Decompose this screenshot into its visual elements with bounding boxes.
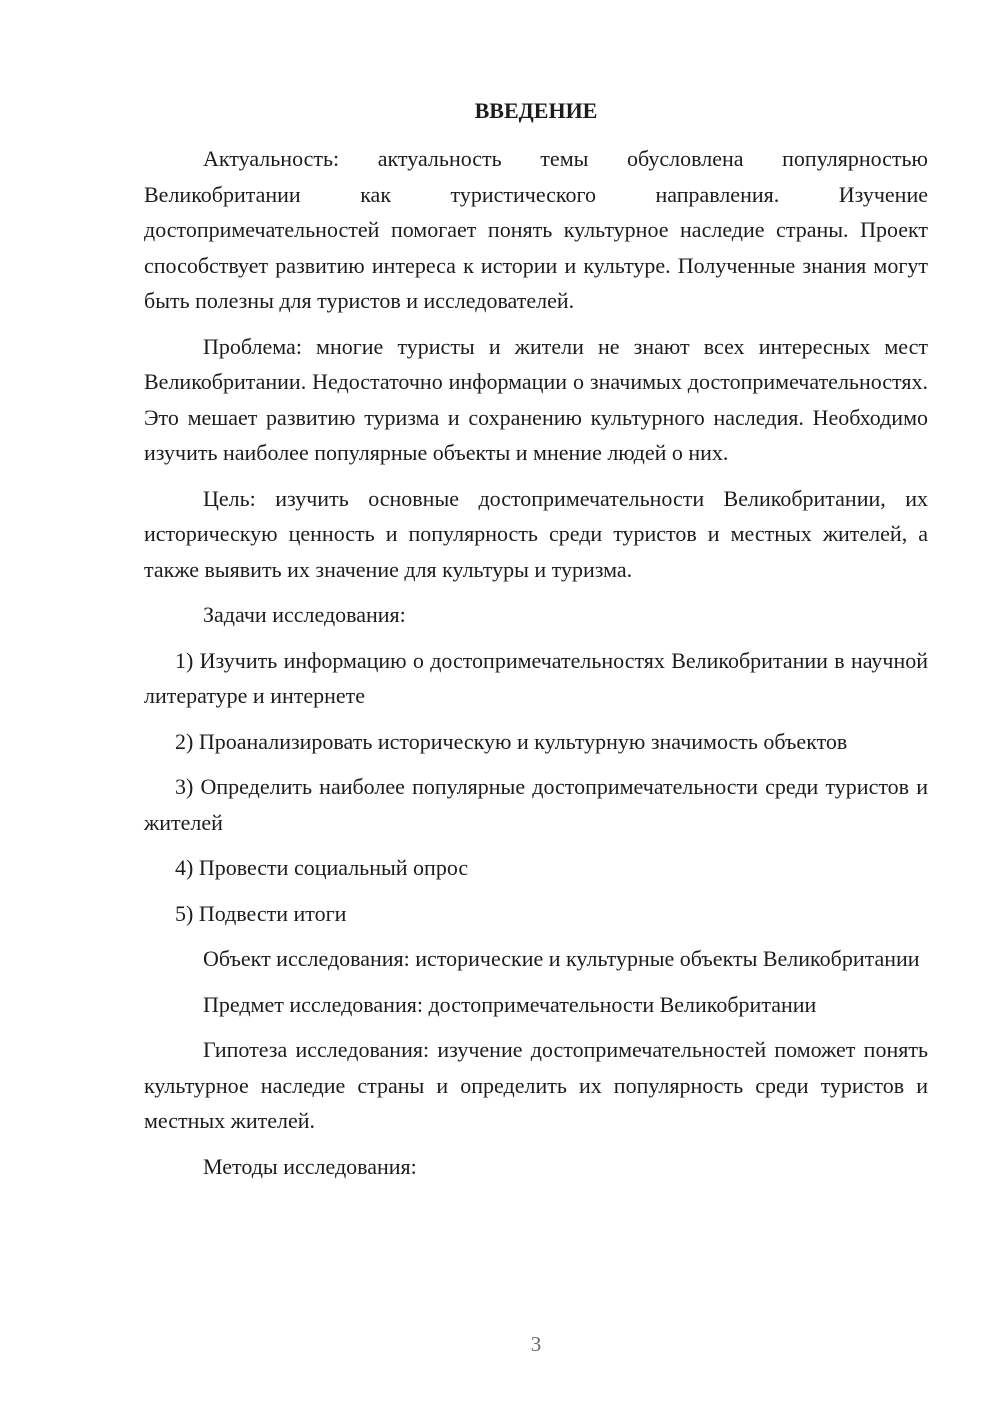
task-item-3: 3) Определить наиболее популярные достопримечательности среди туристов и жителей xyxy=(144,774,928,835)
methods-heading: Методы исследования: xyxy=(203,1153,417,1179)
task-item-5: 5) Подвести итоги xyxy=(175,900,347,926)
paragraph-subject: Предмет исследования: достопримечательности Великобритании xyxy=(203,991,817,1017)
paragraph-object: Объект исследования: исторические и культурные объекты Великобритании xyxy=(203,946,920,971)
paragraph-hypothesis: Гипотеза исследования: изучение достопримечательностей поможет понять культурное наследие страны и определить их популярность среди туристов и местных жителей. xyxy=(144,1037,928,1133)
task-item-2: 2) Проанализировать историческую и культурную значимость объектов xyxy=(175,728,848,754)
page-number: 3 xyxy=(530,1332,542,1356)
task-item-1: 1) Изучить информацию о достопримечательностях Великобритании в научной литературе и интернете xyxy=(144,647,928,708)
task-item-4: 4) Провести социальный опрос xyxy=(175,855,469,880)
paragraph-goal: Цель: изучить основные достопримечательности Великобритании, их историческую ценность и популярность среди туристов и местных жителей, а также выявить их значение для культуры и туризма. xyxy=(144,485,928,582)
document-body xyxy=(144,141,928,1194)
document-title: ВВЕДЕНИЕ xyxy=(474,98,598,123)
paragraph-relevance: Актуальность: актуальность темы обусловлена популярностью Великобритании как туристического направления. Изучение достопримечательностей помогает понять культурное наследие страны. Проект способствует развитию интереса к истории и культуре. Полученные знания могут быть полезны для туристов и исследователей. xyxy=(144,146,928,313)
paragraph-problem: Проблема: многие туристы и жители не знают всех интересных мест Великобритании. Недостаточно информации о значимых достопримечательностях. Это мешает развитию туризма и сохранению культурного наследия. Необходимо изучить наиболее популярные объекты и мнение людей о них. xyxy=(144,333,928,465)
tasks-heading: Задачи исследования: xyxy=(203,602,406,627)
